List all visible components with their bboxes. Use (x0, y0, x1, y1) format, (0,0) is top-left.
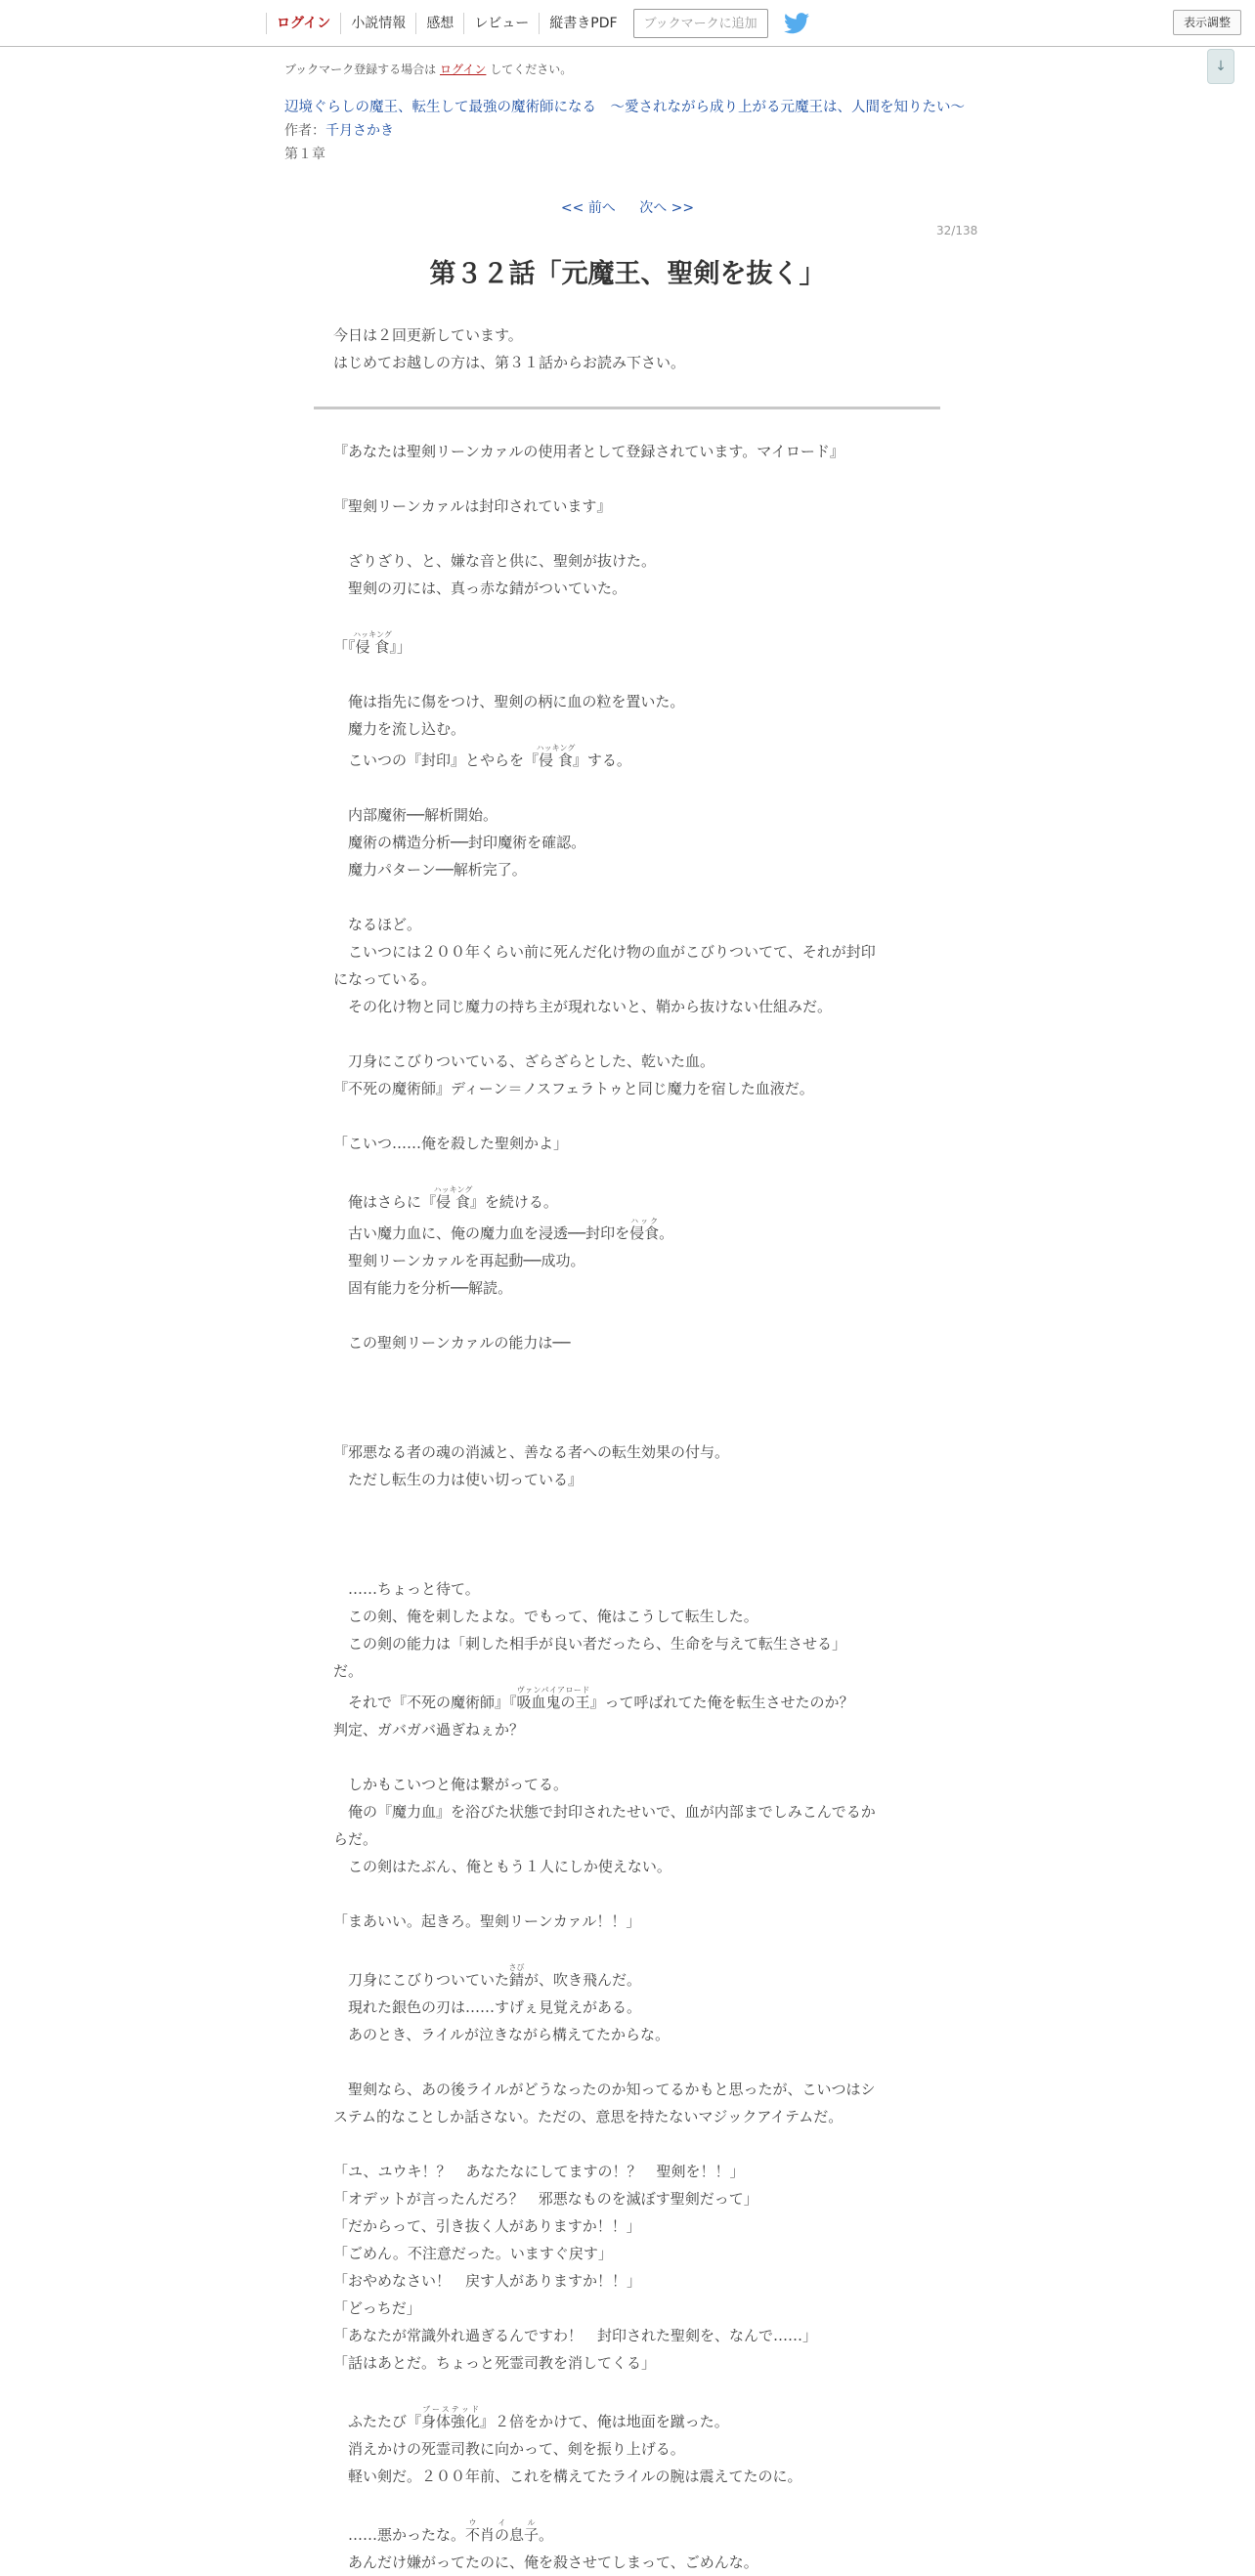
blank-line (333, 1356, 920, 1384)
blank-line (333, 1384, 920, 1411)
ruby-reading: ブーステッド (421, 2405, 481, 2414)
body-line: 内部魔術──解析開始。 (333, 806, 498, 824)
body-line: 俺の『魔力血』を浴びた状態で封印されたせいで、血が内部までしみこんでるか (333, 1803, 876, 1821)
nav-login[interactable]: ログイン (266, 13, 340, 34)
body-line: 『邪悪なる者の魂の消滅と、善なる者への転生効果の付与。 (333, 1443, 730, 1461)
bookmark-login-note (284, 61, 572, 77)
prev-episode-link[interactable]: << 前へ (560, 200, 616, 216)
ruby-pre-text: こいつの『封印』とやらを『 (333, 751, 540, 769)
body-line: しかもこいつと俺は繋がってる。 (333, 1776, 569, 1793)
blank-line (333, 1493, 920, 1521)
episode-count: 32/138 (936, 224, 978, 237)
blank-line (333, 774, 920, 801)
body-line-ruby (333, 2404, 920, 2435)
body-line: 『不死の魔術師』ディーン＝ノスフェラトゥと同じ魔力を宿した血液だ。 (333, 1080, 814, 1097)
ruby-pre-text: 俺はさらに『 (333, 1193, 437, 1211)
body-line: あのとき、ライルが泣きながら構えてたからな。 (333, 2026, 670, 2043)
twitter-bird-icon[interactable] (784, 13, 809, 34)
nav-impressions[interactable]: 感想 (415, 13, 463, 34)
blank-line (333, 2377, 920, 2404)
body-line: ステム的なことしか話さない。ただの、意思を持たないマジックアイテムだ。 (333, 2108, 844, 2125)
body-line: 「あなたが常識外れ過ぎるんですわ！ 封印された聖剣を、なんで……」 (333, 2327, 818, 2344)
ruby-word: 侵食ハッキング (433, 1185, 473, 1211)
novel-title-link[interactable]: 辺境ぐらしの魔王、転生して最強の魔術師になる 〜愛されながら成り上がる元魔王は、人間を知りたい〜 (284, 100, 965, 115)
blank-line (333, 1157, 920, 1184)
body-line: だ。 (333, 1662, 364, 1680)
nav-vertical-pdf[interactable]: 縦書きPDF (539, 13, 627, 34)
ruby-pre-text: それで『不死の魔術師』『 (333, 1694, 517, 1711)
scroll-down-arrow-icon[interactable]: ↓ (1207, 49, 1234, 84)
body-line-ruby (333, 1685, 920, 1716)
ruby-pre-text: 古い魔力血に、俺の魔力血を浸透──封印を (333, 1224, 630, 1242)
ruby-post-text: が、吹き飛んだ。 (524, 1971, 642, 1989)
ruby-word: 侵食ハッキング (353, 630, 392, 656)
blank-line (333, 1302, 920, 1329)
body-line-ruby (333, 629, 920, 661)
nav-review[interactable]: レビュー (463, 13, 539, 34)
body-line: この剣の能力は「刺した相手が良い者だったら、生命を与えて転生させる」 (333, 1635, 847, 1653)
ruby-word: 身体強化ブーステッド (421, 2405, 481, 2430)
blank-line (333, 1411, 920, 1438)
body-line: この剣、俺を刺したよな。でもって、俺はこうして転生した。 (333, 1608, 758, 1625)
ruby-post-text: 』って呼ばれてた俺を転生させたのか？ (589, 1694, 854, 1711)
bookmark-note-prefix: ブックマーク登録する場合は (284, 63, 437, 76)
ruby-word: 侵食ハック (629, 1217, 660, 1242)
ruby-post-text: 』を続ける。 (469, 1193, 558, 1211)
ruby-post-text: 』する。 (572, 751, 631, 769)
ruby-reading: ウ イ ル (465, 2518, 540, 2527)
bookmark-note-suffix: してください。 (490, 63, 573, 76)
ruby-reading: さび (508, 1963, 525, 1972)
ruby-reading: ハッキング (536, 744, 576, 752)
blank-line (333, 602, 920, 629)
body-line: らだ。 (333, 1830, 378, 1848)
body-line: になっている。 (333, 970, 437, 988)
author-label: 作者： (284, 123, 325, 139)
episode-pager (0, 197, 1255, 217)
body-line: 聖剣の刃には、真っ赤な錆がついていた。 (333, 580, 628, 597)
ruby-word: 吸血鬼の王ヴァンパイアロード (516, 1686, 590, 1711)
ruby-word: 錆さび (508, 1963, 525, 1989)
body-line: ざりざり、と、嫌な音と供に、聖剣が抜けた。 (333, 552, 657, 570)
body-line-ruby (333, 1216, 920, 1247)
blank-line (333, 1880, 920, 1908)
body-line: 「だからって、引き抜く人がありますか！！」 (333, 2217, 641, 2235)
body-line-ruby (333, 1184, 920, 1216)
preface (333, 322, 685, 376)
body-line: 軽い剣だ。２００年前、これを構えてたライルの腕は震えてたのに。 (333, 2468, 802, 2485)
body-line: その化け物と同じ魔力の持ち主が現れないと、鞘から抜けない仕組みだ。 (333, 998, 833, 1015)
blank-line (333, 1102, 920, 1130)
body-line: ……ちょっと待て。 (333, 1580, 480, 1598)
ruby-word: 侵食ハッキング (536, 744, 576, 769)
body-line: 刀身にこびりついている、ざらざらとした、乾いた血。 (333, 1052, 715, 1070)
ruby-reading: ハッキング (353, 630, 392, 639)
blank-line (333, 1521, 920, 1548)
blank-line (333, 465, 920, 493)
blank-line (333, 1020, 920, 1048)
display-settings-button[interactable]: 表示調整 (1173, 10, 1241, 35)
body-line: 聖剣なら、あの後ライルがどうなったのか知ってるかもと思ったが、こいつはシ (333, 2081, 876, 2098)
body-line: この聖剣リーンカァルの能力は── (333, 1334, 571, 1352)
ruby-pre-text: 「『 (333, 638, 356, 656)
ruby-pre-text: ……悪かったな。 (333, 2526, 466, 2544)
body-line: 「話はあとだ。ちょっと死霊司教を消してくる」 (333, 2354, 657, 2372)
bookmark-add-button[interactable]: ブックマークに追加 (633, 9, 768, 38)
body-line-ruby (333, 1962, 920, 1994)
body-line: ただし転生の力は使い切っている』 (333, 1471, 584, 1488)
author-line (284, 120, 394, 140)
preface-divider (314, 407, 940, 409)
author-link[interactable]: 千月さかき (325, 123, 394, 139)
body-line: 『聖剣リーンカァルは封印されています』 (333, 497, 612, 515)
preface-line: 今日は２回更新しています。 (333, 326, 523, 344)
body-line: 俺は指先に傷をつけ、聖剣の柄に血の粒を置いた。 (333, 693, 685, 710)
body-line-ruby (333, 2517, 920, 2549)
body-line: 魔力パターン──解析完了。 (333, 861, 527, 879)
body-line: 魔術の構造分析──封印魔術を確認。 (333, 834, 586, 851)
next-episode-link[interactable]: 次へ >> (639, 200, 695, 216)
body-line: こいつには２００年くらい前に死んだ化け物の血がこびりついてて、それが封印 (333, 943, 876, 961)
preface-line: はじめてお越しの方は、第３１話からお読み下さい。 (333, 354, 686, 371)
body-line-ruby (333, 743, 920, 774)
body-line: 消えかけの死霊司教に向かって、剣を振り上げる。 (333, 2440, 685, 2458)
body-line: 「こいつ……俺を殺した聖剣かよ」 (333, 1135, 569, 1152)
blank-line (333, 2130, 920, 2158)
novel-body (333, 438, 920, 2576)
ruby-post-text: 。 (659, 1224, 674, 1242)
body-line: 『あなたは聖剣リーンカァルの使用者として登録されています。マイロード』 (333, 443, 844, 460)
episode-title: 第３２話「元魔王、聖剣を抜く」 (429, 259, 826, 289)
ruby-pre-text: ふたたび『 (333, 2413, 422, 2430)
body-line: 現れた銀色の刃は……すげぇ見覚えがある。 (333, 1998, 642, 2016)
nav-novel-info[interactable]: 小説情報 (340, 13, 415, 34)
ruby-word: 不肖の息子ウ イ ル (465, 2518, 540, 2544)
blank-line (333, 2490, 920, 2517)
body-line: 聖剣リーンカァルを再起動──成功。 (333, 1252, 585, 1269)
blank-line (333, 2048, 920, 2076)
blank-line (333, 1743, 920, 1771)
ruby-post-text: 。 (539, 2526, 554, 2544)
nav-bar (266, 8, 809, 39)
ruby-reading: ヴァンパイアロード (516, 1686, 590, 1695)
blank-line (333, 520, 920, 547)
body-line: 「おやめなさい！ 戻す人がありますか！！」 (333, 2272, 642, 2290)
body-line: 「まあいい。起きろ。聖剣リーンカァル！！」 (333, 1912, 641, 1930)
chapter-title: 第１章 (284, 147, 325, 162)
body-line: 「オデットが言ったんだろ？ 邪悪なものを滅ぼす聖剣だって」 (333, 2190, 758, 2208)
body-line: 「どっちだ」 (333, 2299, 421, 2317)
global-header (0, 0, 1255, 47)
body-line: 「ユ、ユウキ！？ あなたなにしてますの！？ 聖剣を！！」 (333, 2163, 745, 2180)
ruby-reading: ハック (629, 1217, 660, 1225)
ruby-pre-text: 刀身にこびりついていた (333, 1971, 510, 1989)
body-line: 固有能力を分析──解読。 (333, 1279, 513, 1297)
body-line: 判定、ガバガバ過ぎねぇか？ (333, 1721, 525, 1739)
ruby-reading: ハッキング (433, 1185, 473, 1194)
blank-line (333, 1935, 920, 1962)
bookmark-note-login-link[interactable]: ログイン (440, 63, 487, 76)
body-line: 「ごめん。不注意だった。いますぐ戻す」 (333, 2245, 613, 2262)
ruby-post-text: 』２倍をかけて、俺は地面を蹴った。 (480, 2413, 729, 2430)
body-line: この剣はたぶん、俺ともう１人にしか使えない。 (333, 1858, 671, 1875)
body-line: あんだけ嫌がってたのに、俺を殺させてしまって、ごめんな。 (333, 2554, 758, 2571)
blank-line (333, 661, 920, 688)
body-line: なるほど。 (333, 916, 422, 933)
ruby-post-text: 』」 (389, 638, 411, 656)
blank-line (333, 883, 920, 911)
body-line: 魔力を流し込む。 (333, 720, 466, 738)
blank-line (333, 1548, 920, 1575)
